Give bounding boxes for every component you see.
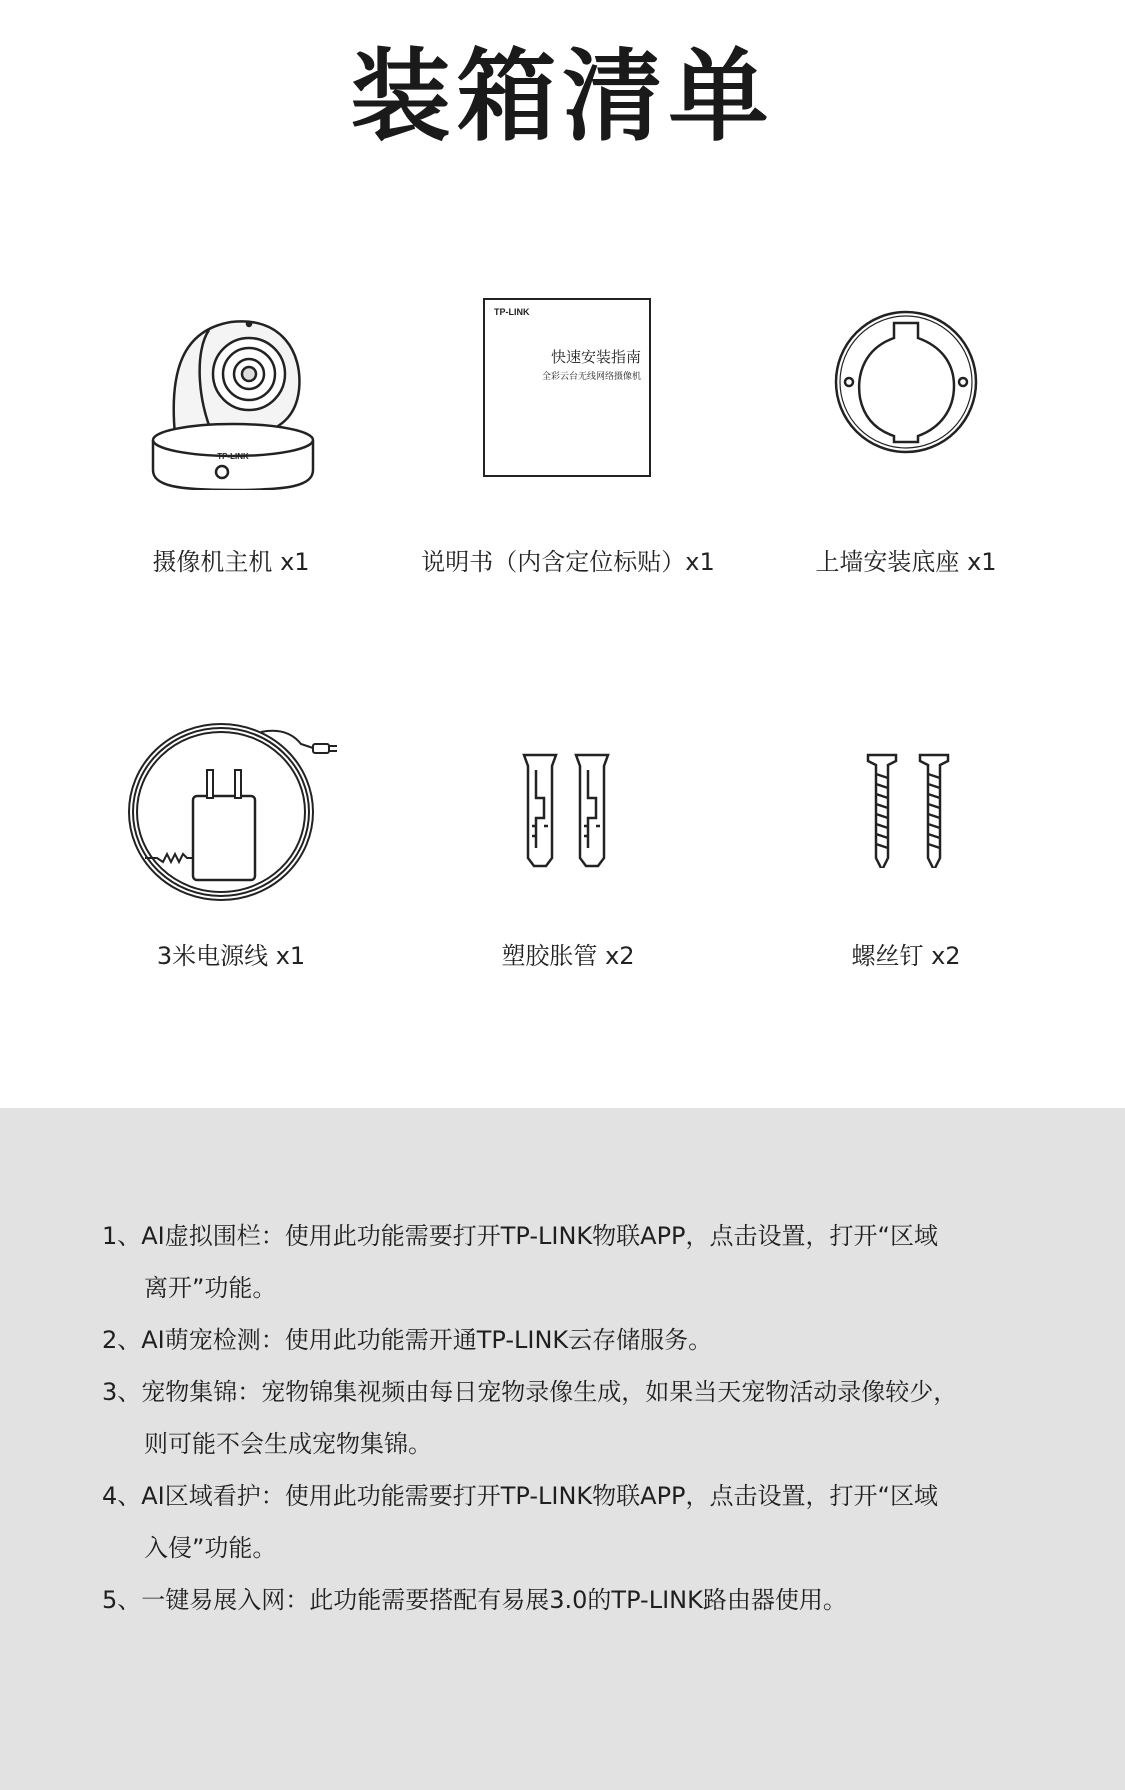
item-label: 3米电源线 x1: [156, 942, 306, 970]
manual-title-text: 快速安装指南: [550, 348, 641, 366]
package-item-camera: [61, 290, 401, 590]
note-continuation: 离开”功能。: [144, 1274, 277, 1302]
wall-anchor-icon: [508, 708, 628, 868]
manual-subtitle-text: 全彩云台无线网络摄像机: [541, 372, 641, 382]
camera-icon: [131, 290, 331, 490]
manual-icon: [478, 290, 658, 480]
power-cable-icon: [111, 708, 351, 908]
note-line: 4、AI区域看护：使用此功能需要打开TP-LINK物联APP，点击设置，打开“区域: [102, 1482, 938, 1510]
package-item-wall-mount: [736, 290, 1076, 590]
feature-notes-panel: [0, 1108, 1125, 1790]
page-title: 装箱清单: [350, 38, 775, 155]
camera-brand-text: TP-LINK: [217, 452, 249, 461]
note-line: 1、AI虚拟围栏：使用此功能需要打开TP-LINK物联APP，点击设置，打开“区域: [102, 1222, 938, 1250]
item-label: 塑胶胀管 x2: [501, 942, 635, 970]
item-label: 说明书（内含定位标贴）x1: [421, 548, 715, 576]
package-item-wall-anchors: [398, 708, 738, 978]
package-item-manual: [398, 290, 738, 590]
note-4: [102, 1470, 1022, 1574]
note-line: 5、一键易展入网：此功能需要搭配有易展3.0的TP-LINK路由器使用。: [102, 1586, 847, 1614]
package-item-screws: [736, 708, 1076, 978]
note-1: [102, 1210, 1022, 1314]
item-label: 上墙安装底座 x1: [815, 548, 997, 576]
note-line: 3、宠物集锦：宠物锦集视频由每日宠物录像生成，如果当天宠物活动录像较少，: [102, 1378, 958, 1406]
note-continuation: 则可能不会生成宠物集锦。: [144, 1430, 432, 1458]
screw-icon: [846, 708, 966, 868]
manual-brand-text: TP-LINK: [494, 307, 530, 317]
note-5: [102, 1574, 1022, 1626]
note-continuation: 入侵”功能。: [144, 1534, 277, 1562]
note-2: [102, 1314, 1022, 1366]
item-label: 螺丝钉 x2: [851, 942, 961, 970]
note-line: 2、AI萌宠检测：使用此功能需开通TP-LINK云存储服务。: [102, 1326, 713, 1354]
note-3: [102, 1366, 1022, 1470]
item-label: 摄像机主机 x1: [152, 548, 310, 576]
wall-mount-base-icon: [816, 290, 996, 470]
package-item-power-cable: [61, 708, 401, 978]
